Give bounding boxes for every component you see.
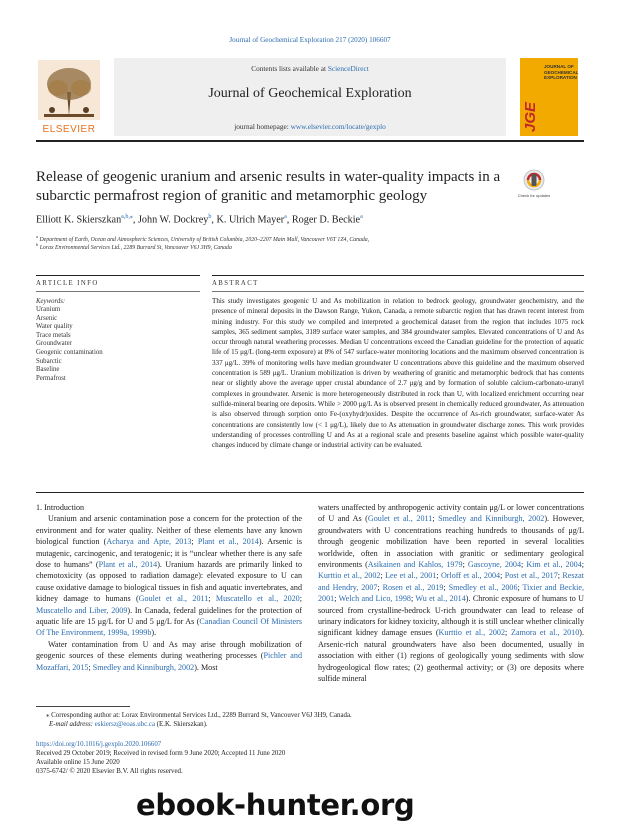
author-name[interactable]: John W. Dockrey [137, 214, 209, 226]
publication-info: https://doi.org/10.1016/j.gexplo.2020.106607 Received 29 October 2019; Received in revised form 9 June 2020; Accepted 11 June 2020 Available online 15 June 2020 0375-6742/ © 2020 Elsevier B.V. All rights reserved. [36, 741, 286, 775]
citation-link[interactable]: Plant et al., 2014 [98, 560, 158, 570]
text-run: ; [517, 582, 523, 592]
citation-link[interactable]: Welch and Lico, 1998 [338, 594, 411, 604]
keyword: Water quality [36, 323, 73, 331]
elsevier-wordmark: ELSEVIER [42, 124, 96, 135]
citation-link[interactable]: Canadian Council Of Ministers Of The Environment, 1999a, 1999b [36, 617, 302, 638]
text-run: ; [208, 594, 216, 604]
citation-link[interactable]: Muscatello et al., 2020 [215, 594, 300, 604]
text-run: ; [191, 537, 198, 547]
footnote-rule [36, 706, 130, 707]
citation-link[interactable]: Pichler and Mozaffari, 2015 [36, 651, 302, 672]
cover-jge-logo: JGE [522, 101, 539, 132]
abstract-subrule [212, 291, 584, 292]
text-run: ; [377, 582, 383, 592]
citation-link[interactable]: Kurttio et al., 2002 [318, 571, 381, 581]
homepage-line: journal homepage: www.elsevier.com/locate/gexplo [234, 122, 386, 131]
text-run: ; [380, 571, 386, 581]
corresponding-footnote: ⁎ Corresponding author at: Lorax Environmental Services Ltd., 2289 Burrard St, Vancouver V6J 3H9, Canada. E-mail address: eskiersz@eoas.ubc.ca (E.K. Skierszkan). [46, 712, 352, 728]
citation-link[interactable]: Goulet et al., 2011 [138, 594, 209, 604]
abstract-end-rule [36, 492, 584, 493]
text-run: ; [505, 628, 512, 638]
text-run: Water contamination from U and As may arise through mobilization of geogenic sources of these elements during weathering processes ( [36, 639, 302, 661]
citation-link[interactable]: Post et al., 2017 [504, 571, 558, 581]
text-run: waters unaffected by anthropogenic activity contain μg/L or lower concentrations of U and As ( [318, 503, 584, 524]
watermark: ebook-hunter.org [136, 788, 415, 822]
text-run: ). Most [194, 662, 218, 672]
author-name[interactable]: K. Ulrich Mayer [216, 214, 285, 226]
text-run: ; [432, 514, 439, 524]
text-run: Uranium and arsenic contamination pose a concern for the protection of the environment and for water quality. Neither of these elements have any known biological function ( [36, 514, 302, 547]
article-info-rule [36, 275, 200, 276]
paragraph [36, 513, 302, 638]
text-run: ; [299, 594, 302, 604]
affiliation-a: $^a$ Department of Earth, Ocean and Atmospheric Sciences, University of British Columbia, 2020–2207 Main Mall, Vancouver V6T 1Z4, Canada, [36, 234, 370, 243]
text-run: ; [557, 571, 563, 581]
keyword: Baseline [36, 366, 60, 374]
contents-line: Contents lists available at ScienceDirect [251, 64, 369, 73]
body-left-column [36, 502, 302, 673]
author-name[interactable]: Roger D. Beckie [291, 214, 361, 226]
citation-link[interactable]: Goulet et al., 2011 [367, 514, 433, 524]
article-info-heading: ARTICLE INFO [36, 280, 99, 287]
text-run: ; [581, 560, 584, 570]
citation-link[interactable]: Plant et al., 2014 [197, 537, 259, 547]
doi-link[interactable]: https://doi.org/10.1016/j.gexplo.2020.106607 [36, 741, 162, 748]
cover-title: JOURNAL OF GEOCHEMICAL EXPLORATION [544, 64, 579, 80]
text-run: ; [410, 594, 416, 604]
keyword: Arsenic [36, 314, 58, 322]
keyword: Trace metals [36, 331, 71, 339]
keywords-label: Keywords: [36, 298, 66, 305]
sciencedirect-link[interactable]: ScienceDirect [327, 64, 369, 73]
citation-link[interactable]: Tixier and Beckie, 2001 [318, 582, 584, 604]
keyword: Permafrost [36, 374, 66, 382]
citation-link[interactable]: Reszat and Hendry, 2007 [318, 571, 584, 592]
email-link[interactable]: eskiersz@eoas.ubc.ca [94, 721, 155, 728]
citation-link[interactable]: Wu et al., 2014 [415, 594, 466, 604]
text-run: ). Arsenic-rich natural groundwaters have also been documented, usually in association with either (1) regions of geologically young sediments with slow hydrogeological flow rates; (2) geothermal activity; or (3) ore deposits where sulfide mineral [318, 628, 584, 684]
citation-link[interactable]: Kim et al., 2004 [526, 560, 582, 570]
text-run: ; [436, 571, 441, 581]
affiliation-b: $^b$ Lorax Environmental Services Ltd., 2289 Burrard St, Vancouver V6J 3H9, Canada [36, 242, 232, 251]
author-name[interactable]: Elliott K. Skierszkan [36, 214, 122, 226]
keyword: Subarctic [36, 357, 62, 365]
body-right-column [318, 502, 584, 685]
check-for-updates-label[interactable]: Check for updates [517, 193, 551, 198]
text-run: ; [88, 662, 93, 672]
citation-link[interactable]: Orloff et al., 2004 [440, 571, 501, 581]
abstract-rule [212, 275, 584, 276]
citation-link[interactable]: Muscatello and Liber, 2009 [36, 605, 128, 615]
section-heading: 1. Introduction [36, 503, 85, 512]
article-title: Release of geogenic uranium and arsenic results in water-quality impacts in a subarctic permafrost region of granitic and metamorphic geology [36, 169, 501, 204]
keyword: Geogenic contamination [36, 348, 103, 356]
citation-link[interactable]: Gascoyne, 2004 [467, 560, 522, 570]
citation-link[interactable]: Lee et al., 2001 [385, 571, 437, 581]
text-run: ). Uranium hazards are primarily linked to chemotoxicity (as opposed to radiation damage): elevated exposure to U can cause oxidative damage to biological tissues in fish and aquatic invertebrates, and kidney damage to humans ( [36, 560, 303, 604]
citation-link[interactable]: Zamora et al., 2010 [511, 628, 580, 638]
text-run: ). [151, 628, 157, 638]
citation-link[interactable]: Smedley and Kinniburgh, 2002 [438, 514, 545, 524]
text-run: ). Chronic exposure of humans to U sourced from crystalline-bedrock U-rich groundwater can lead to release of urinary indicators for kidney toxicity, although it is still unclear whether clinically significant kidney damage ensues ( [318, 594, 584, 638]
citation-link[interactable]: Kurttio et al., 2002 [438, 628, 506, 638]
citation-link[interactable]: Smedley and Kinniburgh, 2002 [92, 662, 195, 672]
text-run: ; [462, 560, 468, 570]
text-run: ; [500, 571, 505, 581]
paragraph [318, 502, 584, 685]
journal-title: Journal of Geochemical Exploration [208, 86, 412, 101]
keyword: Groundwater [36, 340, 72, 348]
paragraph [36, 639, 302, 673]
abstract-heading: ABSTRACT [212, 280, 259, 287]
text-run: ). However, groundwaters with U concentrations reaching hundreds to thousands of μg/L through geogenic mobilization have been reported in several localities worldwide, often in association with granitic or sedimentary geological environments ( [318, 514, 584, 570]
text-run: ). In Canada, federal guidelines for the protection of aquatic life are 15 μg/L for U and 5 μg/L for As ( [36, 605, 302, 627]
text-run: ; [334, 594, 339, 604]
citation-link[interactable]: Rosen et al., 2019 [382, 582, 444, 592]
text-run: ; [521, 560, 527, 570]
text-run: ; [443, 582, 449, 592]
homepage-link[interactable]: www.elsevier.com/locate/gexplo [290, 122, 386, 131]
keyword: Uranium [36, 306, 61, 313]
keywords-list [36, 306, 103, 383]
article-info-subrule [36, 291, 200, 292]
journal-reference[interactable]: Journal of Geochemical Exploration 217 (2020) 106607 [229, 36, 391, 44]
text-run: ). Arsenic is mutagenic, carcinogenic, and teratogenic; it is “unclear whether there is any safe dose to humans” ( [36, 537, 302, 570]
header-rule [36, 140, 584, 142]
author-list: Elliott K. Skierszkan$^{a,b,⁎}$, John W. Dockrey$^b$, K. Ulrich Mayer$^a$, Roger D. Beckie$^a$ [36, 214, 363, 226]
citation-link[interactable]: Asikainen and Kahlos, 1979 [367, 560, 463, 570]
citation-link[interactable]: Smedley et al., 2006 [448, 582, 518, 592]
citation-link[interactable]: Acharya and Apte, 2013 [106, 537, 192, 547]
abstract-text: This study investigates geogenic U and As mobilization in relation to bedrock geology, groundwater geochemistry, and the presence of mineral deposits in the Dawson Range, Yukon, Canada, a remote subarctic region that has drawn recent interest from mining industry. For this study we compiled and interpreted a geochemical dataset from the region that includes 1075 rock samples, 365 sediment samples, 3189 surface water samples, and 384 groundwater samples. Elevated concentrations of U and As occur through natural weathering processes. Median U concentrations exceed the Canadian guideline for the protection of aquatic life of 15 μg/L (long-term exposure) at 8% of 547 surface-water monitoring locations and the maximum observed concentration is 337 μg/L. 39% of monitoring wells have median groundwater U concentrations above this guideline and the maximum observed concentration is 589 μg/L. Uranium mobilization is driven by weathering of granitic and metamorphic bedrock that has contents near or slightly above the average upper crustal abundance of 2.7 μg/g and by formation of soluble calcium-carbonato-uranyl complexes in groundwater. Arsenic is more heterogeneously distributed in rock than U, with localized enrichment occurring near sulfide-mineral bearing ore deposits. While > 2000 μg/L As is observed present in chemically reduced groundwater, As attenuation is also observed through sorption onto Fe-(oxyhydr)oxides. Despite the occurrence of As-rich groundwater, surface-water As concentrations are consistently low (< 1 μg/L), likely due to As attenuation in groundwater discharge zones. This work provides understanding of processes controlling U and As at a regional scale and presents baseline against which possible water-quality changes induced by climate change or industrial activity can be evaluated. [212, 297, 584, 450]
